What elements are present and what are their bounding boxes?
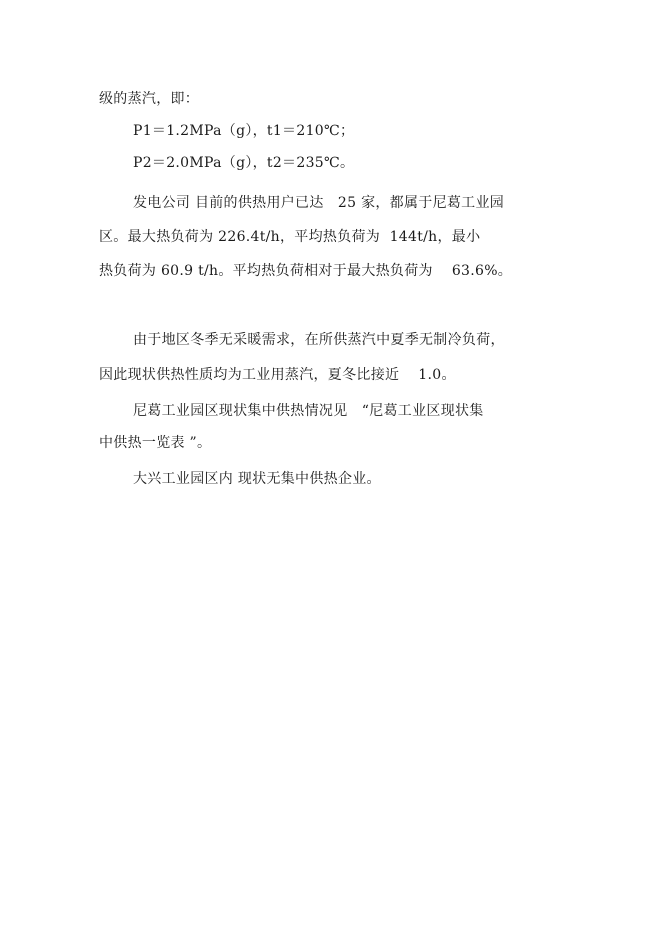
- paragraph-heat-users-line-3: 热负荷为 60.9 t/h。平均热负荷相对于最大热负荷为 63.6%。: [99, 263, 513, 279]
- paragraph-heating-nature-line-2: 因此现状供热性质均为工业用蒸汽，夏冬比接近 1.0。: [99, 367, 456, 383]
- paragraph-heat-users-line-1: 发电公司 目前的供热用户已达 25 家，都属于尼葛工业园: [133, 195, 505, 211]
- text-line-p2-parameters: P2＝2.0MPa（g），t2＝235℃。: [133, 155, 355, 171]
- paragraph-daxing-park: 大兴工业园区内 现状无集中供热企业。: [133, 471, 381, 487]
- paragraph-heating-nature-line-1: 由于地区冬季无采暖需求，在所供蒸汽中夏季无制冷负荷，: [133, 332, 505, 348]
- paragraph-nige-park-line-1: 尼葛工业园区现状集中供热情况见 “尼葛工业区现状集: [133, 403, 484, 419]
- text-line-p1-parameters: P1＝1.2MPa（g），t1＝210℃；: [133, 123, 355, 139]
- paragraph-nige-park-line-2: 中供热一览表 ”。: [99, 435, 212, 451]
- paragraph-heat-users-line-2: 区。最大热负荷为 226.4t/h，平均热负荷为 144t/h，最小: [99, 229, 481, 245]
- text-line-steam-grade: 级的蒸汽，即：: [99, 91, 200, 107]
